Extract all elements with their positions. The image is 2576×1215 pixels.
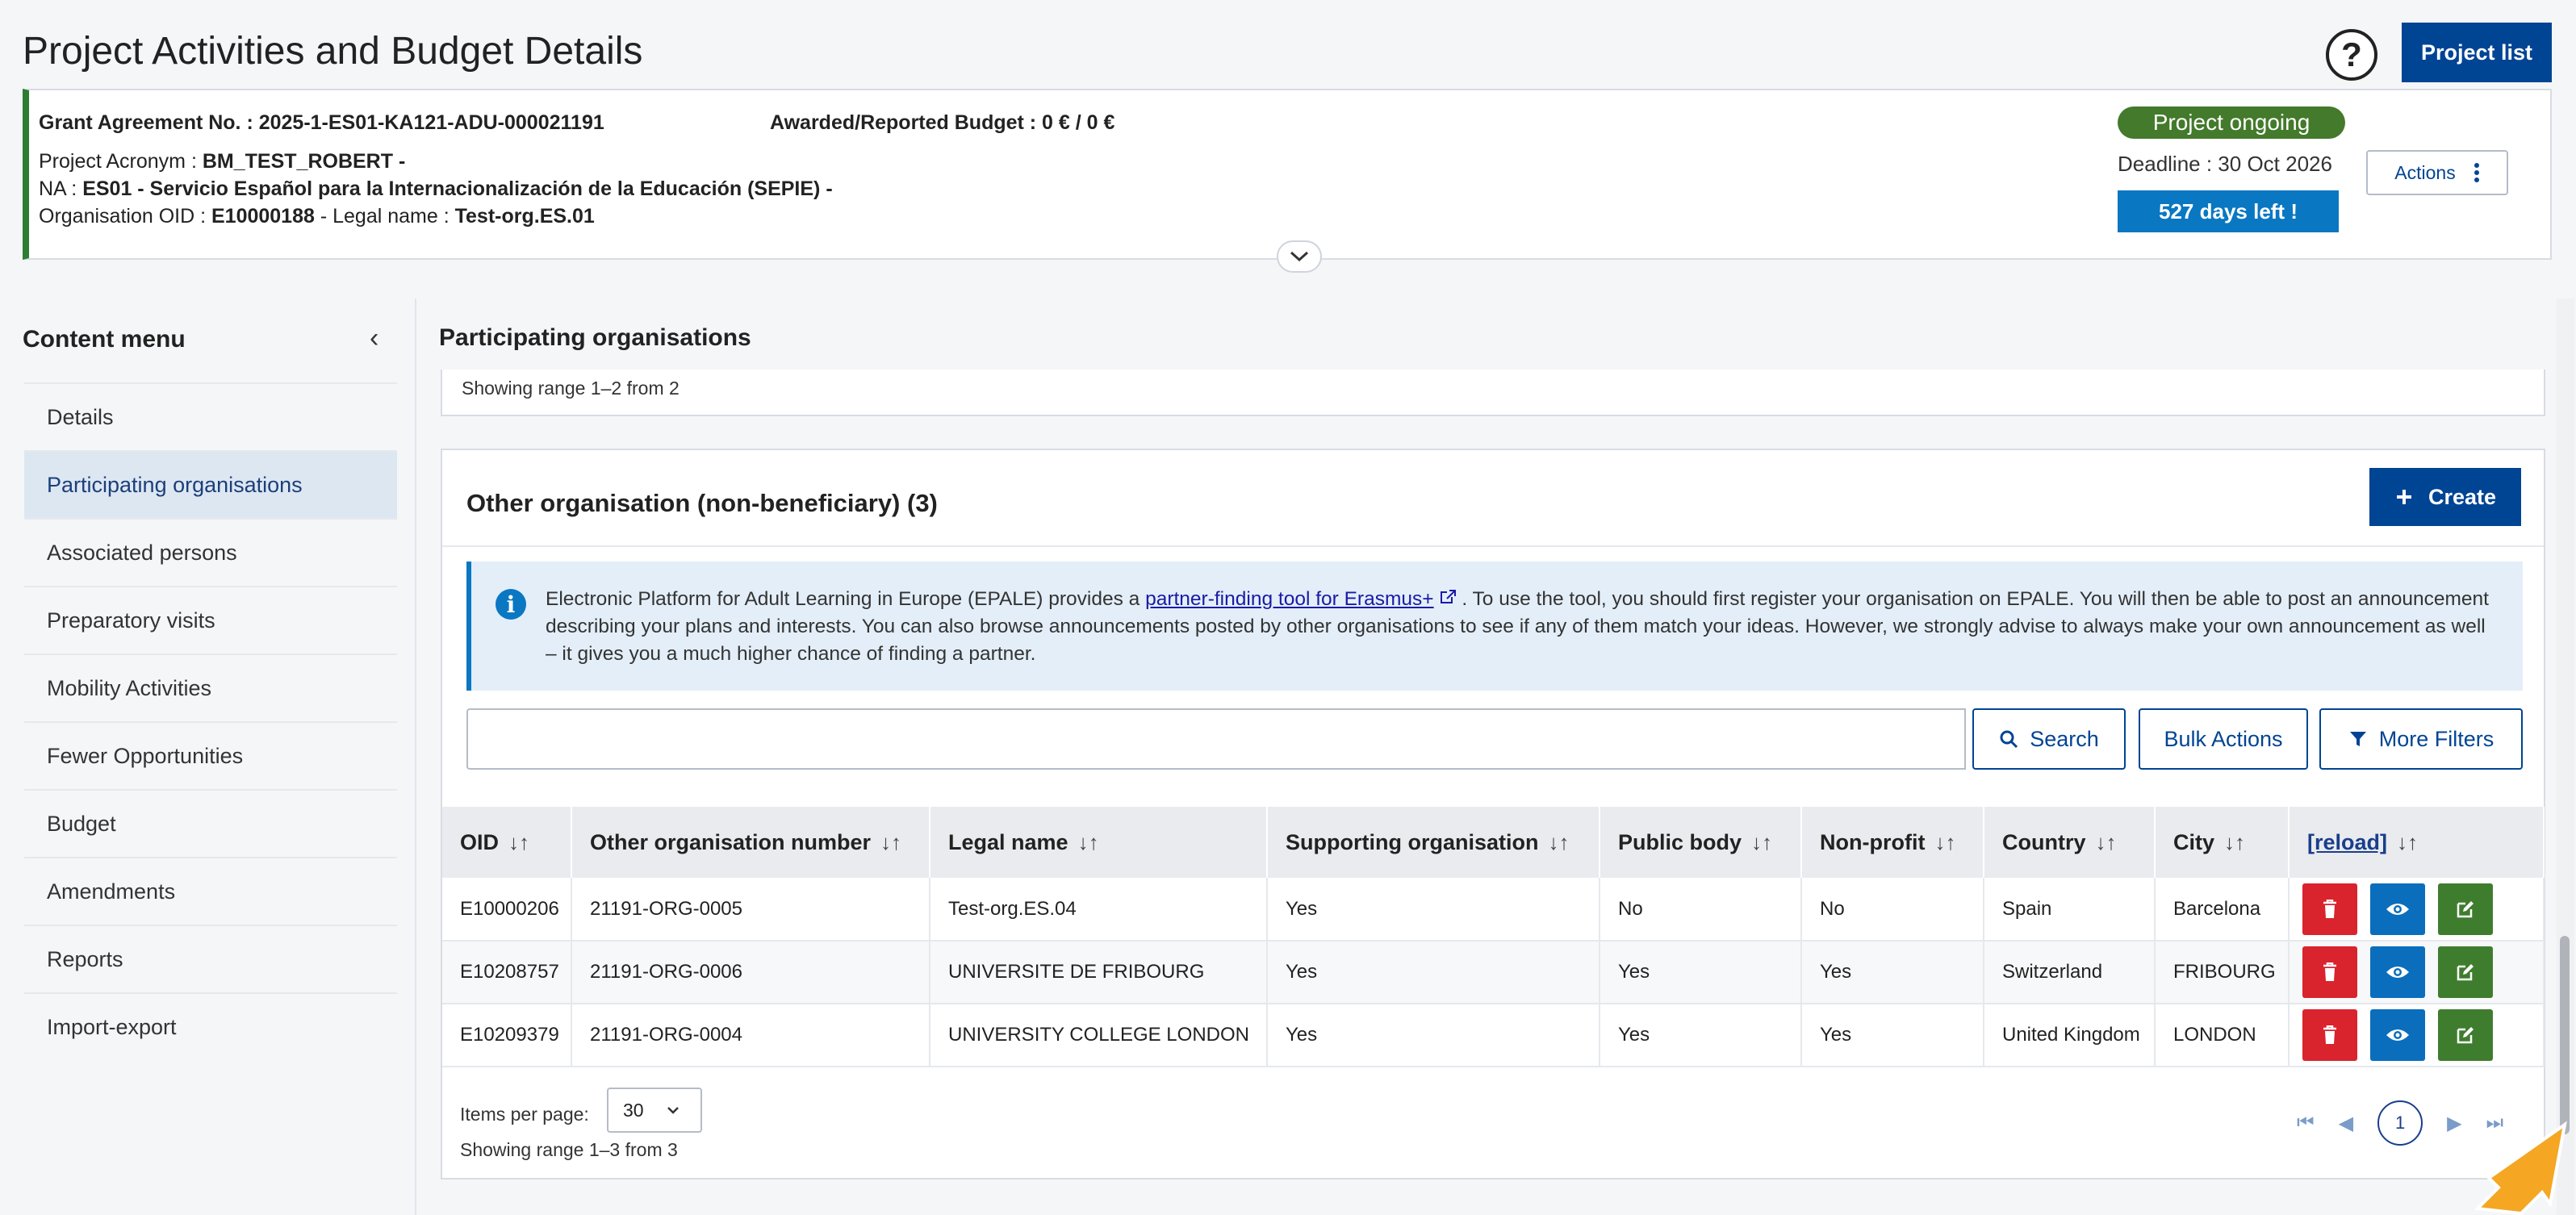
cell-public-body: No bbox=[1600, 878, 1801, 941]
sidebar-item-budget[interactable]: Budget bbox=[24, 789, 397, 857]
view-button[interactable] bbox=[2370, 946, 2425, 998]
table-row bbox=[442, 941, 2544, 1004]
sidebar-item-preparatory-visits[interactable]: Preparatory visits bbox=[24, 586, 397, 653]
other-organisations-card bbox=[441, 449, 2545, 1180]
previous-range-text: Showing range 1–2 from 2 bbox=[462, 378, 680, 399]
column-header-public-body[interactable]: Public body ↓↑ bbox=[1600, 807, 1801, 878]
info-text: Electronic Platform for Adult Learning in Europe (EPALE) provides a partner-finding tool for Erasmus+ . To use the tool, you should first register your organisation on EPALE. You will then be able to post an announcement describing your plans and interests. You can also browse announcements posted by other organisations to see if any of them match your ideas. However, we strongly advise to always make your own announcement as well – it gives you a much higher chance of finding a partner. bbox=[546, 588, 2489, 665]
sort-icon[interactable]: ↓↑ bbox=[1751, 829, 1773, 854]
expand-header-button[interactable] bbox=[1277, 240, 1322, 273]
column-header-reload[interactable] bbox=[2289, 807, 2544, 878]
column-header-country[interactable]: Country ↓↑ bbox=[1984, 807, 2155, 878]
edit-icon bbox=[2456, 900, 2475, 919]
reload-link[interactable]: [reload] bbox=[2307, 829, 2388, 854]
sidebar-divider bbox=[415, 299, 416, 1215]
cell-oid: E10209379 bbox=[442, 1004, 571, 1067]
content-menu-title: Content menu bbox=[23, 326, 186, 353]
table-header-row bbox=[442, 807, 2544, 878]
trash-icon bbox=[2322, 1025, 2338, 1045]
trash-icon bbox=[2322, 900, 2338, 919]
days-left-badge: 527 days left ! bbox=[2118, 190, 2339, 232]
eye-icon bbox=[2386, 964, 2410, 980]
cell-public-body: Yes bbox=[1600, 1004, 1801, 1067]
table-row bbox=[442, 1004, 2544, 1067]
cell-legal-name: UNIVERSITY COLLEGE LONDON bbox=[930, 1004, 1267, 1067]
range-text: Showing range 1–3 from 3 bbox=[460, 1139, 678, 1160]
sort-icon[interactable]: ↓↑ bbox=[2224, 829, 2246, 854]
column-header-city[interactable]: City ↓↑ bbox=[2155, 807, 2289, 878]
sort-icon[interactable]: ↓↑ bbox=[508, 829, 530, 854]
organisations-table bbox=[442, 807, 2545, 1067]
edit-button[interactable] bbox=[2438, 1009, 2493, 1061]
cell-org-number: 21191-ORG-0006 bbox=[571, 941, 930, 1004]
more-filters-label: More Filters bbox=[2378, 726, 2494, 751]
deadline-text: Deadline : 30 Oct 2026 bbox=[2118, 152, 2332, 176]
cell-legal-name: Test-org.ES.04 bbox=[930, 878, 1267, 941]
items-per-page-select[interactable] bbox=[607, 1088, 702, 1133]
create-label: Create bbox=[2428, 484, 2497, 509]
scrollbar-thumb[interactable] bbox=[2560, 936, 2570, 1134]
project-status-badge: Project ongoing bbox=[2118, 106, 2345, 139]
sidebar-item-import-export[interactable]: Import-export bbox=[24, 992, 397, 1060]
sidebar-item-mobility-activities[interactable]: Mobility Activities bbox=[24, 653, 397, 721]
page-number-button[interactable]: 1 bbox=[2377, 1100, 2423, 1146]
cell-supporting: Yes bbox=[1267, 878, 1600, 941]
actions-label: Actions bbox=[2394, 161, 2456, 183]
cell-org-number: 21191-ORG-0004 bbox=[571, 1004, 930, 1067]
cell-country: Spain bbox=[1984, 878, 2155, 941]
search-label: Search bbox=[2030, 726, 2099, 751]
project-acronym: Project Acronym : BM_TEST_ROBERT - bbox=[39, 150, 406, 173]
cell-non-profit: No bbox=[1801, 878, 1984, 941]
card-divider bbox=[442, 545, 2544, 547]
view-button[interactable] bbox=[2370, 883, 2425, 935]
plus-icon bbox=[2394, 487, 2414, 507]
card-title: Other organisation (non-beneficiary) (3) bbox=[466, 489, 938, 517]
edit-icon bbox=[2456, 962, 2475, 982]
sort-icon[interactable]: ↓↑ bbox=[1934, 829, 1956, 854]
cell-supporting: Yes bbox=[1267, 1004, 1600, 1067]
edit-icon bbox=[2456, 1025, 2475, 1045]
first-page-icon[interactable]: ⏮ bbox=[2297, 1112, 2315, 1134]
cell-supporting: Yes bbox=[1267, 941, 1600, 1004]
page-title: Project Activities and Budget Details bbox=[23, 30, 643, 73]
search-icon bbox=[1999, 729, 2018, 749]
sort-icon[interactable]: ↓↑ bbox=[1548, 829, 1570, 854]
table-row bbox=[442, 878, 2544, 941]
items-per-page-label: Items per page: bbox=[460, 1104, 589, 1125]
chevron-down-icon bbox=[1290, 251, 1309, 262]
sort-icon[interactable]: ↓↑ bbox=[2397, 829, 2419, 854]
last-page-icon[interactable]: ⏭ bbox=[2486, 1112, 2504, 1134]
chevron-left-icon[interactable]: ‹ bbox=[370, 323, 379, 353]
previous-table-footer bbox=[441, 370, 2545, 416]
sidebar-item-associated-persons[interactable]: Associated persons bbox=[24, 518, 397, 586]
organisation-oid: Organisation OID : E10000188 - Legal name : Test-org.ES.01 bbox=[39, 205, 595, 228]
awarded-budget: Awarded/Reported Budget : 0 € / 0 € bbox=[770, 111, 1115, 134]
partner-finding-link[interactable]: partner-finding tool for Erasmus+ bbox=[1145, 588, 1434, 610]
content-menu bbox=[23, 299, 399, 1215]
cell-non-profit: Yes bbox=[1801, 941, 1984, 1004]
eye-icon bbox=[2386, 901, 2410, 917]
row-actions bbox=[2289, 1004, 2544, 1067]
project-list-button[interactable]: Project list bbox=[2402, 23, 2552, 82]
section-title: Participating organisations bbox=[439, 324, 751, 351]
cursor-arrow-icon bbox=[2471, 1118, 2574, 1215]
create-button[interactable] bbox=[2369, 468, 2521, 526]
kebab-icon bbox=[2474, 162, 2480, 183]
filter-icon bbox=[2348, 729, 2368, 749]
sort-icon[interactable]: ↓↑ bbox=[1077, 829, 1099, 854]
column-header-legal-name[interactable]: Legal name ↓↑ bbox=[930, 807, 1267, 878]
menu-list bbox=[24, 382, 397, 1060]
cell-legal-name: UNIVERSITE DE FRIBOURG bbox=[930, 941, 1267, 1004]
eye-icon bbox=[2386, 1027, 2410, 1043]
column-header-non-profit[interactable]: Non-profit ↓↑ bbox=[1801, 807, 1984, 878]
national-agency: NA : ES01 - Servicio Español para la Internacionalización de la Educación (SEPIE) - bbox=[39, 177, 833, 200]
column-header-oid[interactable]: OID ↓↑ bbox=[442, 807, 571, 878]
cell-country: Switzerland bbox=[1984, 941, 2155, 1004]
sidebar-item-reports[interactable]: Reports bbox=[24, 925, 397, 992]
edit-button[interactable] bbox=[2438, 946, 2493, 998]
cell-oid: E10208757 bbox=[442, 941, 571, 1004]
items-per-page-value: 30 bbox=[623, 1099, 644, 1121]
sidebar-item-fewer-opportunities[interactable]: Fewer Opportunities bbox=[24, 721, 397, 789]
column-header-org-number[interactable]: Other organisation number ↓↑ bbox=[571, 807, 930, 878]
cell-non-profit: Yes bbox=[1801, 1004, 1984, 1067]
previous-page-icon[interactable]: ◀ bbox=[2338, 1112, 2354, 1134]
cell-oid: E10000206 bbox=[442, 878, 571, 941]
cell-public-body: Yes bbox=[1600, 941, 1801, 1004]
info-icon: i bbox=[496, 589, 526, 620]
column-header-supporting-org[interactable]: Supporting organisation ↓↑ bbox=[1267, 807, 1600, 878]
cell-city: Barcelona bbox=[2155, 878, 2289, 941]
chevron-down-icon bbox=[667, 1106, 680, 1114]
sidebar-item-participating-organisations[interactable]: Participating organisations bbox=[24, 450, 397, 518]
external-link-icon bbox=[1439, 589, 1457, 605]
sidebar-item-amendments[interactable]: Amendments bbox=[24, 857, 397, 925]
row-actions bbox=[2289, 941, 2544, 1004]
more-filters-button[interactable] bbox=[2319, 708, 2523, 770]
trash-icon bbox=[2322, 962, 2338, 982]
sort-icon[interactable]: ↓↑ bbox=[2095, 829, 2117, 854]
next-page-icon[interactable]: ▶ bbox=[2447, 1112, 2462, 1134]
cell-org-number: 21191-ORG-0005 bbox=[571, 878, 930, 941]
sort-icon[interactable]: ↓↑ bbox=[880, 829, 902, 854]
view-button[interactable] bbox=[2370, 1009, 2425, 1061]
search-input[interactable] bbox=[466, 708, 1966, 770]
search-button[interactable] bbox=[1972, 708, 2126, 770]
help-icon[interactable]: ? bbox=[2326, 29, 2377, 81]
grant-agreement-number: Grant Agreement No. : 2025-1-ES01-KA121-ADU-000021191 bbox=[39, 111, 604, 134]
actions-menu-button[interactable] bbox=[2366, 150, 2508, 195]
sidebar-item-details[interactable]: Details bbox=[24, 382, 397, 450]
epale-info-box bbox=[466, 562, 2523, 691]
delete-button[interactable] bbox=[2302, 946, 2357, 998]
delete-button[interactable] bbox=[2302, 883, 2357, 935]
cell-city: FRIBOURG bbox=[2155, 941, 2289, 1004]
row-actions bbox=[2289, 878, 2544, 941]
cell-city: LONDON bbox=[2155, 1004, 2289, 1067]
delete-button[interactable] bbox=[2302, 1009, 2357, 1061]
cell-country: United Kingdom bbox=[1984, 1004, 2155, 1067]
edit-button[interactable] bbox=[2438, 883, 2493, 935]
bulk-actions-button[interactable]: Bulk Actions bbox=[2139, 708, 2308, 770]
